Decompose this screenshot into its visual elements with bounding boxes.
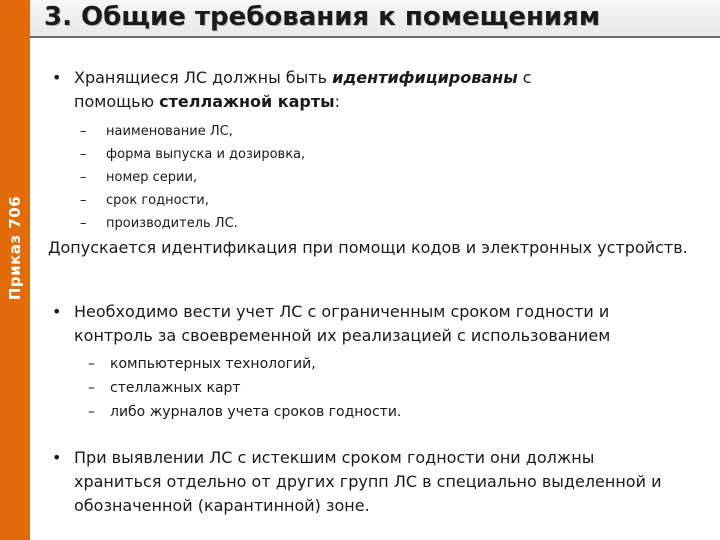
bullet-dot: • [52,68,62,87]
dash-marker: – [80,147,87,162]
list-item [88,400,402,424]
list-item [80,166,305,189]
dash-marker: – [80,193,87,208]
list-item-text: номер серии, [106,170,198,185]
list-item-text: стеллажных карт [110,380,241,396]
emphasis-text: идентифицированы [332,68,518,87]
list-item [80,120,305,143]
list-item-text: компьютерных технологий, [110,356,316,372]
text-fragment: с [517,68,532,87]
bullet-line: Необходимо вести учет ЛС с ограниченным сроком годности и [74,302,610,321]
list-item [80,212,305,235]
list-item [80,143,306,166]
list-item-text: либо журналов учета сроков годности. [110,404,402,420]
list-item-text: производитель ЛС. [106,216,238,231]
bullet-accounting [52,300,694,348]
text-fragment: : [334,92,341,111]
dash-marker: – [88,404,95,420]
sidebar-label: Приказ 706 [6,195,24,301]
bullet-line: При выявлении ЛС с истекшим сроком годности они должны [74,448,595,467]
dash-marker: – [88,356,95,372]
bullet-line: контроль за своевременной их реализацией с использованием [74,326,611,345]
bullet-dot: • [52,302,62,321]
bullet-line: обозначенной (карантинной) зоне. [74,496,370,515]
bullet-identification [52,66,694,114]
strong-text: стеллажной карты [159,92,335,111]
list-item [80,189,305,212]
text-fragment: Хранящиеся ЛС должны быть [74,68,333,87]
dash-marker: – [80,216,87,231]
title-divider [30,36,720,38]
dash-marker: – [88,380,95,396]
bullet-line [74,90,694,114]
list-item-text: форма выпуска и дозировка, [106,147,306,162]
bullet-expired [52,446,704,518]
dash-marker: – [80,170,87,185]
list-item-text: срок годности, [106,193,209,208]
list-item-text: наименование ЛС, [106,124,233,139]
page-title: 3. Общие требования к помещениям [44,2,601,32]
dash-marker: – [80,124,87,139]
bullet-line: храниться отдельно от других групп ЛС в специально выделенной и [74,472,662,491]
list-item [88,376,401,400]
sub-list-identification [80,120,306,235]
bullet-line [74,66,694,90]
list-item [88,352,401,376]
note-text: Допускается идентификация при помощи кодов и электронных устройств. [48,238,688,257]
sub-list-accounting [88,352,402,424]
sidebar-band [0,0,30,540]
text-fragment: помощью [74,92,160,111]
bullet-dot: • [52,448,62,467]
